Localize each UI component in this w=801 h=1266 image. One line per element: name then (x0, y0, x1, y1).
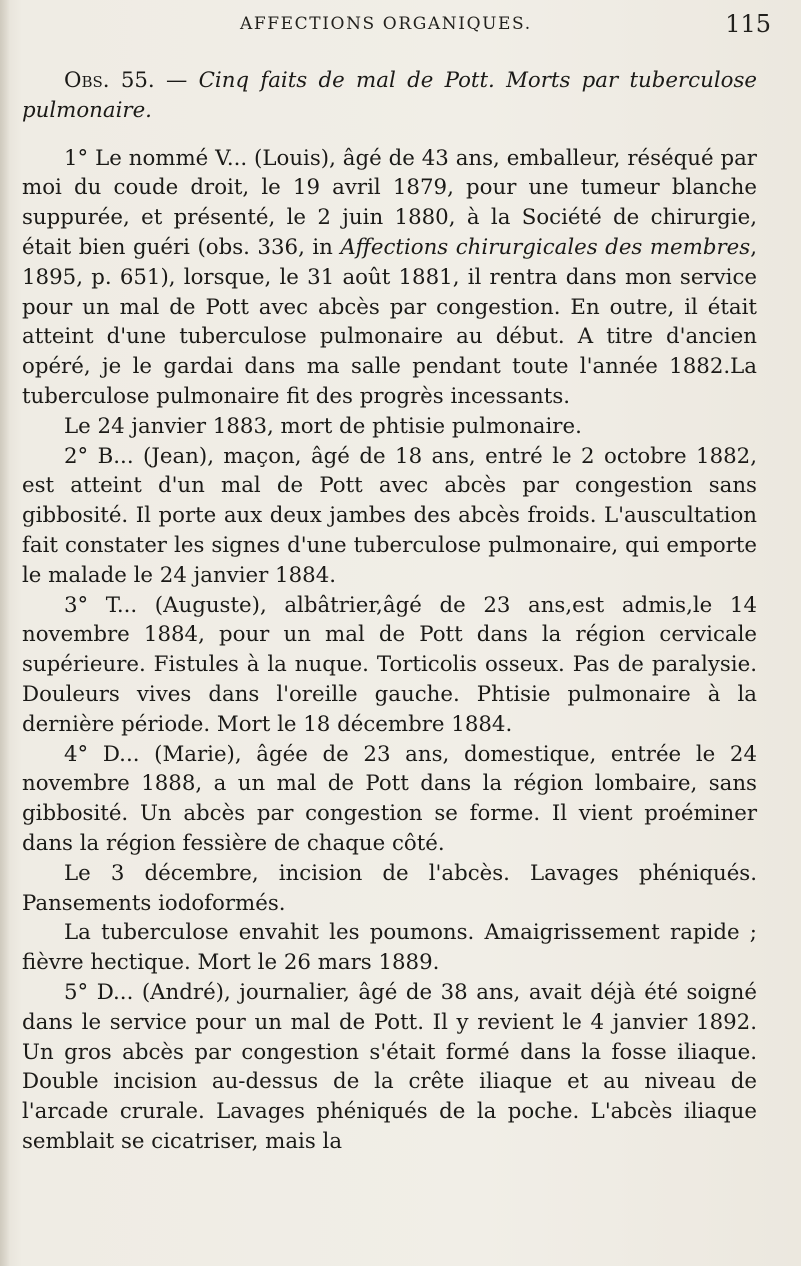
paragraph-3: 2° B... (Jean), maçon, âgé de 18 ans, entré le 2 octobre 1882, est atteint d'un mal de Pott avec abcès par congestion sans gibbosité. Il porte aux deux jambes des abcès froids. L'auscultation fait constater les signes d'une tuberculose pulmonaire, qui emporte le malade le 24 janvier 1884. (22, 443, 757, 588)
observation-label: Obs. 55. — (64, 68, 199, 93)
page-header (70, 10, 771, 44)
paragraph-7: La tuberculose envahit les poumons. Amaigrissement rapide ; fièvre hectique. Mort le 26 mars 1889. (22, 920, 757, 976)
body-text (22, 66, 757, 1157)
page-number: 115 (725, 10, 771, 38)
page-gutter-shadow (0, 0, 10, 1266)
paragraph-4: 3° T... (Auguste), albâtrier,âgé de 23 ans,est admis,le 14 novembre 1884, pour un mal de Pott dans la région cervicale supérieure. Fistules à la nuque. Torticolis osseux. Pas de paralysie. Douleurs vives dans l'oreille gauche. Phtisie pulmonaire à la dernière période. Mort le 18 décembre 1884. (22, 592, 757, 737)
paragraph-2: Le 24 janvier 1883, mort de phtisie pulmonaire. (64, 413, 582, 439)
paragraph-5: 4° D... (Marie), âgée de 23 ans, domestique, entrée le 24 novembre 1888, a un mal de Pott dans la région lombaire, sans gibbosité. Un abcès par congestion se forme. Il vient proéminer dans la région fessière de chaque côté. (22, 741, 757, 856)
observation-heading (22, 66, 757, 126)
paragraph-1: 1° Le nommé V... (Louis), âgé de 43 ans, emballeur, réséqué par moi du coude droit, le 19 avril 1879, pour une tumeur blanche suppurée, et présenté, le 2 juin 1880, à la Société de chirurgie, était bien guéri (obs. 336, in Affections chirurgicales des membres, 1895, p. 651), lorsque, le 31 août 1881, il rentra dans mon service pour un mal de Pott avec abcès par congestion. En outre, il était atteint d'une tuberculose pulmonaire au début. A titre d'ancien opéré, je le gardai dans ma salle pendant toute l'année 1882.La tuberculose pulmonaire fit des progrès incessants. (22, 145, 757, 409)
running-head: AFFECTIONS ORGANIQUES. (240, 14, 532, 34)
paragraph-8: 5° D... (André), journalier, âgé de 38 ans, avait déjà été soigné dans le service pour un mal de Pott. Il y revient le 4 janvier 1892. Un gros abcès par congestion s'était formé dans la fosse iliaque. Double incision au-dessus de la crête iliaque et au niveau de l'arcade crurale. Lavages phéniqués de la poche. L'abcès iliaque semblait se cicatriser, mais la (22, 979, 757, 1154)
paragraph-6: Le 3 décembre, incision de l'abcès. Lavages phéniqués. Pansements iodoformés. (22, 860, 757, 916)
observation-title: Cinq faits de mal de Pott. Morts par tuberculose pulmonaire. (22, 68, 757, 123)
